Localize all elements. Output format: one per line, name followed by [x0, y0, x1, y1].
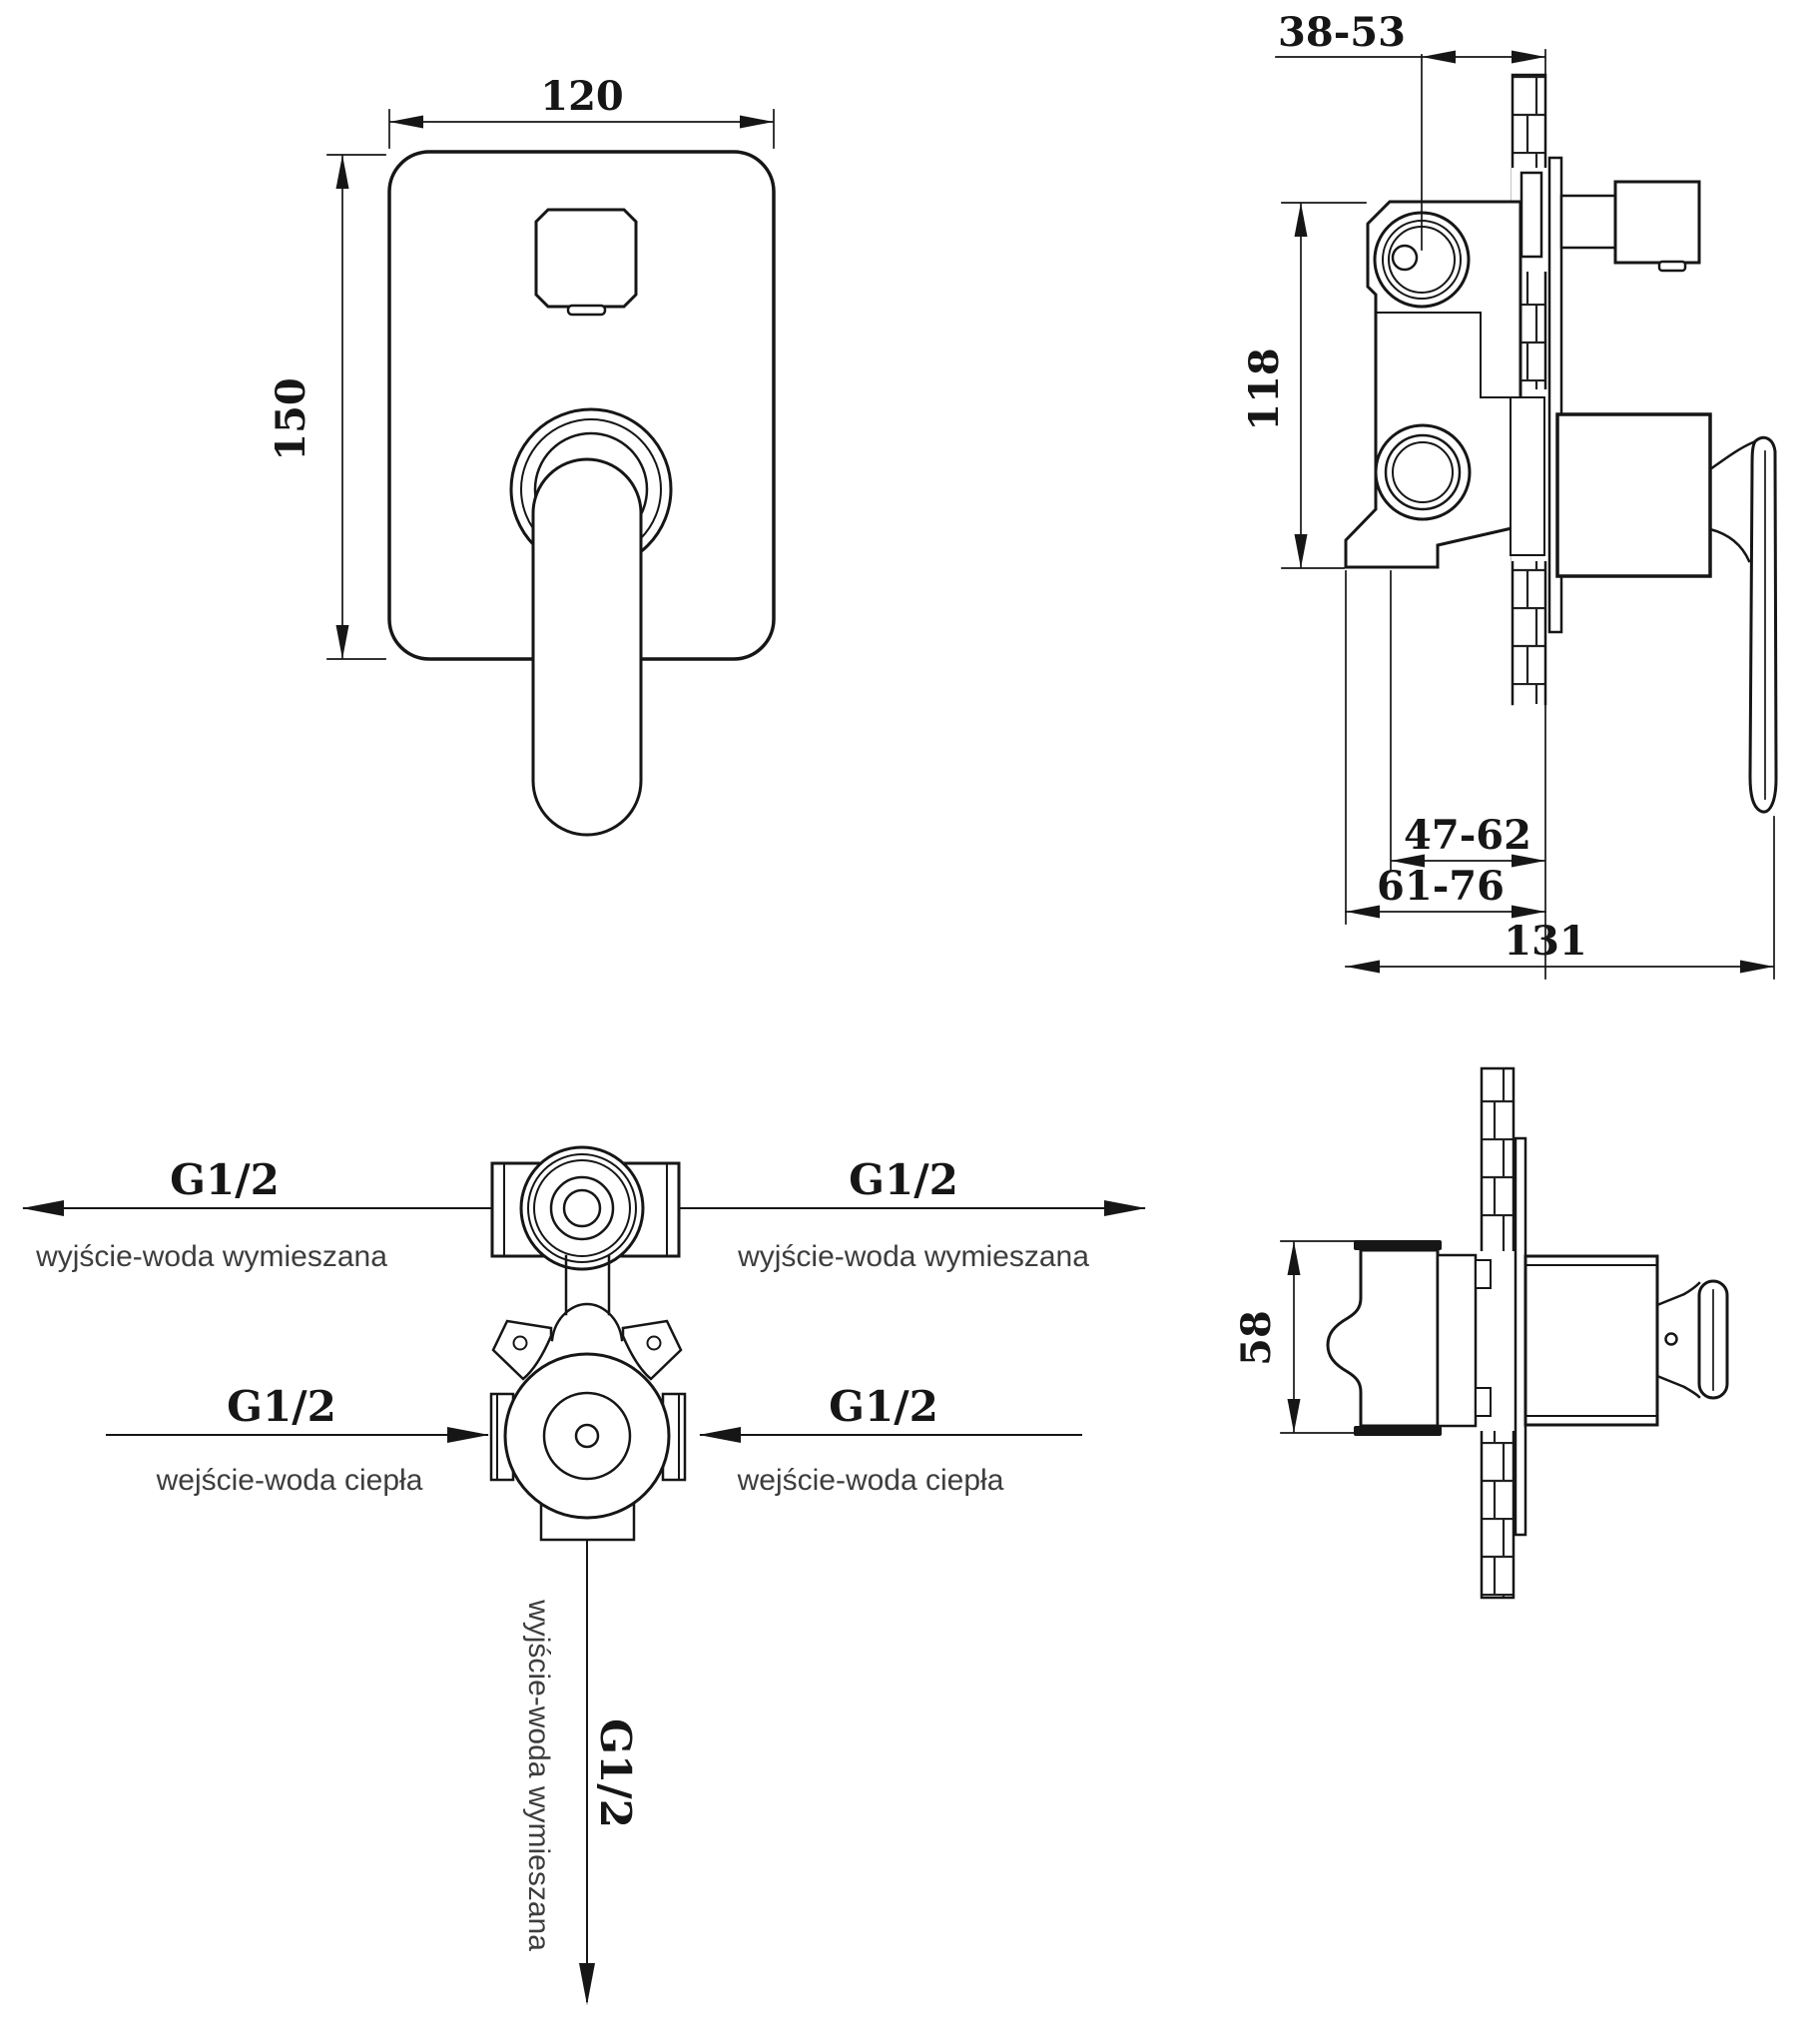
lever-blade-side	[1750, 437, 1776, 812]
cartridge-sleeve	[1511, 397, 1544, 555]
outlet-arrow-right	[679, 1155, 1146, 1273]
dim-label-120: 120	[540, 73, 624, 120]
thread-inlet-left: G1/2	[227, 1382, 336, 1431]
body-flange	[1438, 1255, 1476, 1426]
top-view	[1233, 1068, 1727, 1598]
flange-tab-upper	[1476, 1260, 1491, 1288]
button-tab	[568, 306, 605, 315]
lever-handle-front	[533, 459, 641, 835]
dim-label-61-76: 61-76	[1377, 863, 1505, 910]
flange-tab-lower	[1476, 1388, 1491, 1416]
front-view	[268, 73, 774, 835]
dimension-width-120	[389, 73, 774, 148]
mounting-bracket	[1521, 173, 1541, 257]
label-inlet-left: wejście-woda ciepła	[156, 1464, 423, 1497]
thread-outlet-right: G1/2	[849, 1155, 958, 1204]
outlet-arrow-left	[22, 1155, 492, 1273]
dimension-118	[1241, 203, 1366, 568]
lever-neck	[1710, 442, 1753, 561]
dim-label-150: 150	[268, 377, 314, 461]
label-outlet-left: wyjście-woda wymieszana	[36, 1240, 387, 1273]
body-cap-top	[1354, 1240, 1442, 1250]
outlet-arrow-bottom	[522, 1542, 640, 2005]
body-dome	[552, 1304, 622, 1340]
dim-label-118: 118	[1241, 347, 1288, 431]
dim-label-47-62: 47-62	[1404, 812, 1531, 859]
side-view	[1241, 9, 1776, 979]
label-inlet-right: wejście-woda ciepła	[737, 1464, 1004, 1497]
dim-label-58: 58	[1233, 1310, 1280, 1366]
dimension-height-150	[268, 155, 385, 659]
thread-outlet-bottom: G1/2	[591, 1718, 640, 1828]
outlet-port-top	[492, 1147, 679, 1269]
body-cap-bottom	[1354, 1426, 1442, 1436]
cartridge-housing-side	[1557, 414, 1710, 576]
cartridge-housing-top-view	[1525, 1256, 1657, 1425]
dim-label-38-53: 38-53	[1278, 9, 1406, 56]
diverter-button-side	[1561, 182, 1699, 271]
label-outlet-right: wyjście-woda wymieszana	[738, 1240, 1089, 1273]
valve-body-top-view	[1328, 1250, 1438, 1426]
inlet-arrow-left	[107, 1382, 489, 1497]
valve-body-top-circle	[505, 1354, 669, 1518]
lever-knob-top-view	[1657, 1281, 1727, 1398]
dim-label-131: 131	[1504, 918, 1587, 965]
dimension-61-76	[1346, 863, 1545, 919]
thread-outlet-left: G1/2	[170, 1155, 280, 1204]
connection-schematic	[22, 1147, 1146, 2005]
lower-port	[1376, 425, 1470, 519]
thread-inlet-right: G1/2	[829, 1382, 938, 1431]
inlet-arrow-right	[699, 1382, 1081, 1497]
label-outlet-bottom: wyjście-woda wymieszana	[522, 1600, 555, 1951]
diverter-button	[536, 210, 636, 307]
